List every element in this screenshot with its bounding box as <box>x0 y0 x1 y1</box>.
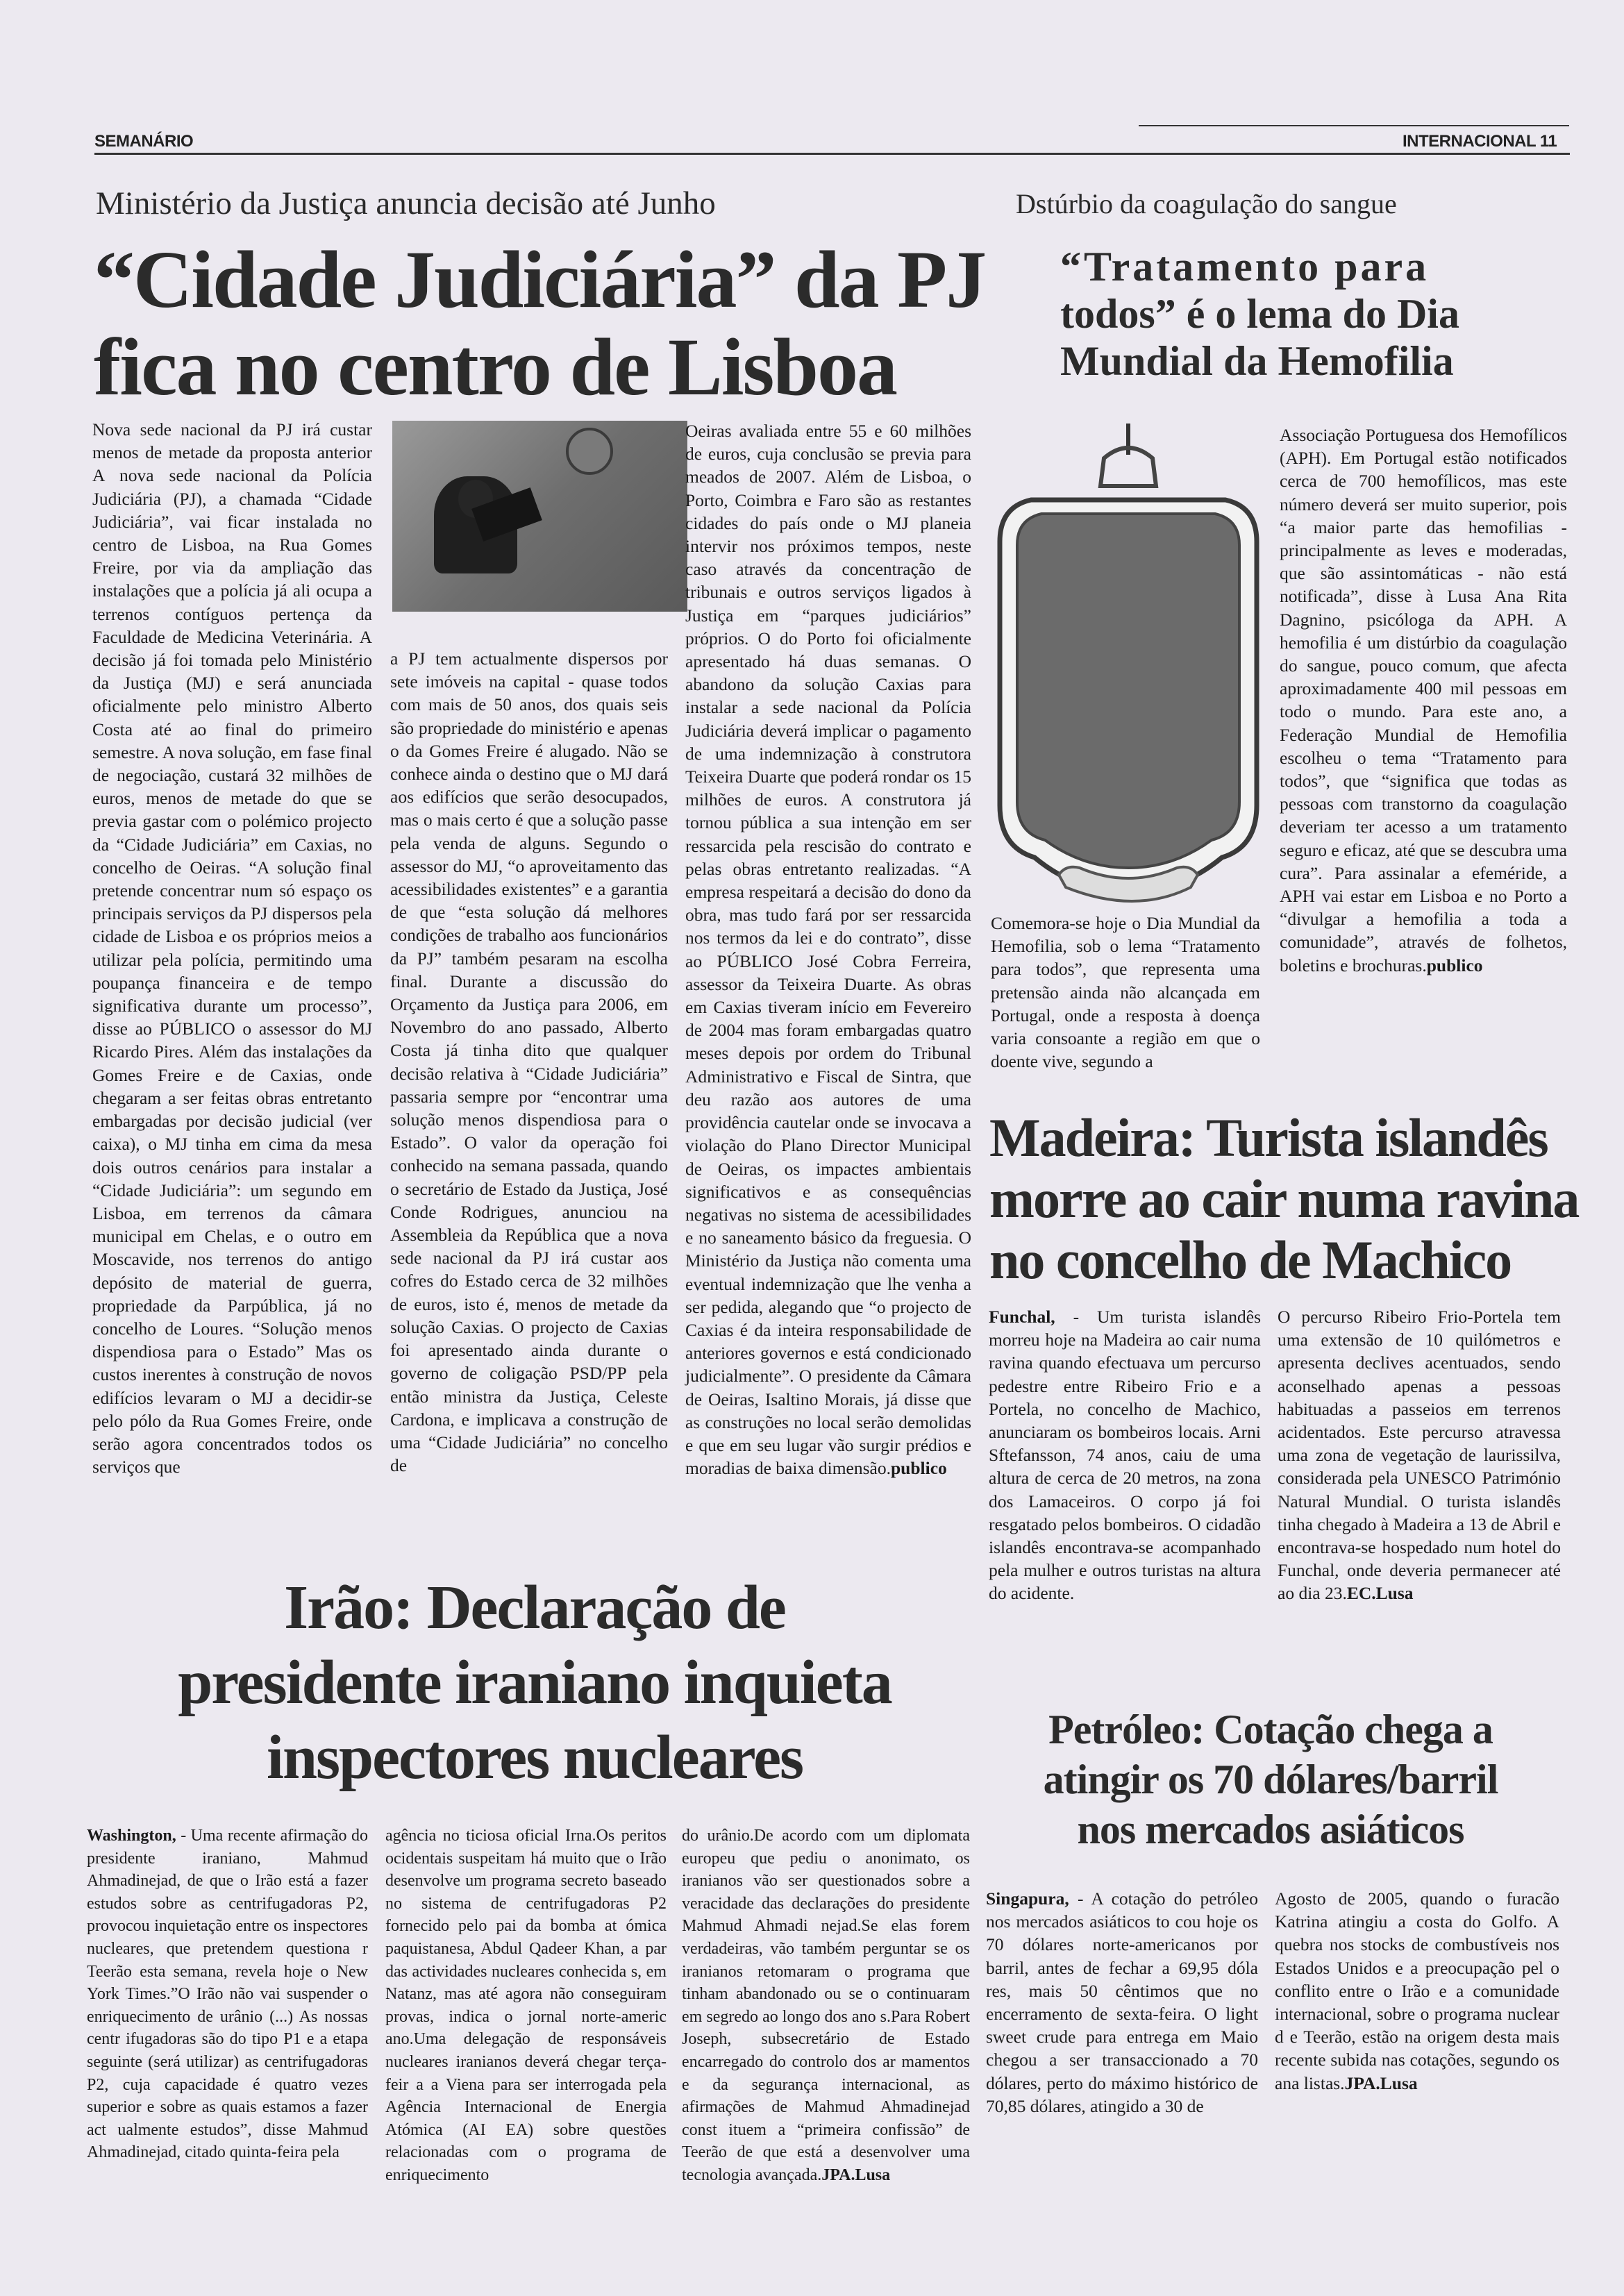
madeira-col2-text: O percurso Ribeiro Frio-Portela tem uma extensão de 10 quilómetros e apresenta declives acentuados, sendo aconselhado apenas a pessoas habituadas a passeios em terrenos acidentados. Este percurso atravessa uma zona de vegetação de laurissilva, considerada pela UNESCO Património Natural Mundial. O turista islandês tinha chegado à Madeira a 13 de Abril e encontrava-se hospedado num hotel do Funchal, onde deveria permanecer até ao dia 23. <box>1278 1307 1561 1604</box>
petroleo-column-1 <box>986 1887 1258 2220</box>
pj-column-2 <box>390 647 668 1557</box>
petroleo-col1-text: - A cotação do petróleo nos mercados asiáticos to cou hoje os 70 dólares norte-americanos por barril, antes de fechar a 69,95 dóla res, mais 50 cêntimos que no encerramento de sexta-feira. O light sweet crude para entrega em Maio chegou a ser transaccionado a 70 dólares, perto do máximo histórico de 70,85 dólares, atingido a 30 de <box>986 1888 1258 2116</box>
hemo-col2-text: Associação Portuguesa dos Hemofílicos (APH). Em Portugal estão notificados cerca de 700 hemofílicos, mas este número deverá ser muito superior, pois “a maior parte das hemofilias - principalmente as leves e moderadas, que são assintomáticas - não está notificada”, disse à Lusa Ana Rita Dagnino, psicóloga da APH. A hemofilia é um distúrbio da coagulação do sangue, pouco comum, que afecta aproximadamente 400 mil pessoas em todo o mundo. Para este ano, a Federação Mundial de Hemofilia escolheu o tema “Tratamento para todos”, que “significa que todas as pessoas com transtorno da coagulação deveriam ter acesso a um tratamento seguro e eficaz, até que se descubra uma cura”. Para assinalar a efeméride, a APH vai estar em Lisboa e no Porto a “divulgar a hemofilia a toda a comunidade”, através de folhetos, boletins e brochuras. <box>1280 425 1567 975</box>
petroleo-headline <box>986 1704 1555 1854</box>
irao-headline-line1: Irão: Declaração de <box>284 1573 785 1642</box>
emblem-icon <box>566 428 613 475</box>
irao-col2-text: agência no ticiosa oficial Irna.Os peritos ocidentais suspeitam há muito que o Irão desenvolve um programa secreto baseado no sistema de centrifugadoras P2 fornecido pelo pai da bomba at ómica paquistanesa, Abdul Qadeer Khan, a par das actividades nucleares conhecida s, em Natanz, mas até agora não conseguiram provas, indica o jornal norte-americ ano.Uma delegação de responsáveis nucleares iranianos deverá chegar terça-feir a a Viena para ser interrogada pela Agência Internacional de Energia Atómica (AI EA) sobre questões relacionadas com o programa de enriquecimento <box>385 1827 667 2184</box>
header-rule <box>94 153 1570 155</box>
madeira-col1-text: - Um turista islandês morreu hoje na Madeira ao cair numa ravina quando efectuava um percurso pedestre entre Ribeiro Frio e a Portela, no concelho de Machico, anunciaram os bombeiros locais. Arni Sftefansson, 74 anos, caiu de uma altura de cerca de 20 metros, na zona dos Lamaceiros. O corpo já foi resgatado pelos bombeiros. O cidadão islandês encontrava-se acompanhado pela mulher e outros turistas na altura do acidente. <box>989 1307 1261 1604</box>
irao-signature: JPA.Lusa <box>821 2165 891 2184</box>
pj-column-1 <box>92 418 372 1557</box>
hemo-column-2 <box>1280 424 1567 1104</box>
publication-name: SEMANÁRIO <box>94 132 194 151</box>
hemo-headline-line3: Mundial da Hemofilia <box>1060 338 1454 384</box>
petroleo-dateline: Singapura, <box>986 1888 1069 1909</box>
irao-column-1 <box>87 1825 368 2213</box>
blood-bag-illustration <box>989 424 1267 910</box>
petroleo-headline-line3: nos mercados asiáticos <box>1077 1807 1464 1852</box>
irao-col3-text: do urânio.De acordo com um diplomata europeu que pediu o anonimato, os iranianos vão ser questionados sobre a veracidade das declarações do presidente Mahmud Ahmadi nejad.Se elas forem verdadeiras, vão também perguntar se os iranianos retomaram o programa que tinham abandonado ou se o continuaram em segredo ao longo dos ano s.Para Robert Joseph, subsecretário de Estado encarregado do controlo dos ar mamentos e da segurança internacional, as afirmações de Mahmud Ahmadinejad const ituem a “primeira confissão” de Teerão de que está a desenvolver uma tecnologia avançada. <box>682 1827 970 2184</box>
irao-column-3 <box>682 1825 970 2213</box>
petroleo-signature: JPA.Lusa <box>1344 2072 1418 2093</box>
madeira-headline-line3: no concelho de Machico <box>989 1230 1512 1290</box>
pj-col2-text: a PJ tem actualmente dispersos por sete imóveis na capital - quase todos com mais de 50 anos, dos quais seis são propriedade do ministério e apenas o da Gomes Freire é alugado. Não se conhece ainda o destino que o MJ dará aos edifícios que serão desocupados, mas o mais certo é que a solução passe pela venda de alguns. Segundo o assessor do MJ, “o aproveitamento das acessibilidades existentes” e a garantia de que “esta solução dá melhores condições de trabalho aos funcionários da PJ” também pesaram na escolha final. Durante a discussão do Orçamento da Justiça para 2006, em Novembro do ano passado, Alberto Costa já tinha dito que qualquer decisão relativa à “Cidade Judiciária” passaria sempre por “encontrar uma solução menos dispendiosa para o Estado”. O valor da operação foi conhecido na semana passada, quando o secretário de Estado da Justiça, José Conde Rodrigues, anunciou na Assembleia da República que a nova sede nacional da PJ irá custar aos cofres do Estado cerca de 32 milhões de euros, isto é, menos de metade da solução Caxias. O projecto de Caxias foi apresentado ainda durante o governo de coligação PSD/PP pela então ministra da Justiça, Celeste Cardona, e implicava a construção de uma “Cidade Judiciária” no concelho de <box>390 648 668 1476</box>
irao-headline-line3: inspectores nucleares <box>266 1723 803 1792</box>
hemo-headline-line2: todos” é o lema do Dia <box>1060 291 1459 337</box>
pj-headline <box>94 236 1024 411</box>
madeira-headline-line1: Madeira: Turista islandês <box>989 1107 1548 1168</box>
section-page-number: INTERNACIONAL 11 <box>1403 132 1557 151</box>
hemo-col1-text: Comemora-se hoje o Dia Mundial da Hemofilia, sob o lema “Tratamento para todos”, que representa uma pretensão ainda não alcançada em Portugal, onde a resposta à doença varia consoante a região em que o doente vive, segundo a <box>991 913 1260 1072</box>
madeira-signature: EC.Lusa <box>1346 1583 1414 1604</box>
irao-headline <box>83 1570 986 1795</box>
pj-headline-line1: “Cidade Judiciária” da PJ <box>94 234 986 325</box>
pj-headline-line2: fica no centro de Lisboa <box>94 321 897 412</box>
petroleo-headline-line2: atingir os 70 dólares/barril <box>1043 1757 1498 1802</box>
hemo-signature: publico <box>1426 955 1483 975</box>
pj-kicker: Ministério da Justiça anuncia decisão até Junho <box>96 185 716 221</box>
madeira-headline <box>989 1107 1587 1291</box>
irao-column-2 <box>385 1825 667 2213</box>
irao-headline-line2: presidente iraniano inquieta <box>178 1648 891 1717</box>
pj-col1-text: Nova sede nacional da PJ irá custar menos de metade da proposta anterior A nova sede nacional da Polícia Judiciária (PJ), a chamada “Cidade Judiciária”, vai ficar instalada no centro de Lisboa, na Rua Gomes Freire, por via da ampliação das instalações que a polícia já ali ocupa a terrenos contíguos pertença da Faculdade de Medicina Veterinária. A decisão já foi tomada pelo Ministério da Justiça (MJ) e será anunciada oficialmente pelo ministro Alberto Costa até ao final do primeiro semestre. A nova solução, em fase final de negociação, custará 32 milhões de euros, menos de metade do que se previa gastar com o polémico projecto da “Cidade Judiciária” em Caxias, no concelho de Oeiras. “A solução final pretende concentrar num só espaço os principais serviços da PJ dispersos pela cidade de Lisboa e os próprios meios a utilizar pela polícia, permitindo uma poupança financeira e de tempo significativa durante um processo”, disse ao PÚBLICO o assessor do MJ Ricardo Pires. Além das instalações da Gomes Freire e de Caxias, onde chegaram a ser feitas obras entretanto embargadas por decisão judicial (ver caixa), o MJ tinha em cima da mesa dois outros cenários para instalar a “Cidade Judiciária”: um segundo em Lisboa, em terrenos da câmara municipal em Chelas, e o outro em Moscavide, nos terrenos do antigo depósito de material de guerra, propriedade da Parpública, já no concelho de Loures. “Solução menos dispendiosa para o Estado” Mas os custos inerentes à construção de novos edifícios levaram o MJ a decidir-se pelo pólo da Rua Gomes Freire, onde serão agora concentrados todos os serviços que <box>92 419 372 1477</box>
madeira-column-1 <box>989 1305 1261 1694</box>
pj-col3-text: Oeiras avaliada entre 55 e 60 milhões de euros, cuja conclusão se previa para meados de 2007. Além de Lisboa, o Porto, Coimbra e Faro são as restantes cidades do país onde o MJ planeia intervir nos próximos tempos, neste caso através da concentração de tribunais e outros serviços ligados à Justiça em “parques judiciários” próprios. O do Porto foi oficialmente apresentado há duas semanas. O abandono da solução Caxias para instalar a sede nacional da Polícia Judiciária deverá implicar o pagamento de uma indemnização à construtora Teixeira Duarte que poderá rondar os 15 milhões de euros. A construtora já tornou pública a sua intenção em ser ressarcida pela rescisão do contrato e pelas obras entretanto realizadas. “A empresa respeitará a decisão do dono da obra, mas tudo fará por ser ressarcida nos termos da lei e do contrato”, disse ao PÚBLICO José Cobra Ferreira, assessor da Teixeira Duarte. As obras em Caxias tiveram início em Fevereiro de 2004 mas foram embargadas quatro meses depois por ordem do Tribunal Administrativo e Fiscal de Sintra, que deu razão aos autores de uma providência cautelar onde se invocava a violação do Plano Director Municipal de Oeiras, os impactes ambientais significativos e as consequências negativas no sistema de acessibilidades e no saneamento básico da freguesia. O Ministério da Justiça não comenta uma eventual indemnização que lhe venha a ser pedida, alegando que “o projecto de Caxias é da inteira responsabilidade de anteriores governos e está condicionado judicialmente”. O presidente da Câmara de Oeiras, Isaltino Morais, já disse que as construções no local serão demolidas e que em seu lugar vão surgir prédios e moradias de baixa dimensão. <box>685 421 971 1479</box>
petroleo-column-2 <box>1275 1887 1559 2220</box>
irao-dateline: Washington, <box>87 1827 176 1845</box>
petroleo-col2-text: Agosto de 2005, quando o furacão Katrina atingiu a costa do Golfo. A quebra nos stocks de combustíveis nos Estados Unidos e a preocupação pel o conflito entre o Irão e a comunidade internacional, sobre o programa nuclear d e Teerão, estão na origem desta mais recente subida nas cotações, segundo os ana listas. <box>1275 1888 1559 2093</box>
madeira-dateline: Funchal, <box>989 1307 1055 1327</box>
header-top-rule <box>1139 125 1569 126</box>
madeira-headline-line2: morre ao cair numa ravina <box>989 1168 1579 1229</box>
madeira-column-2 <box>1278 1305 1561 1694</box>
hemo-headline <box>1060 243 1532 385</box>
hemo-column-1 <box>991 912 1260 1099</box>
pj-column-3 <box>685 419 971 1565</box>
petroleo-headline-line1: Petróleo: Cotação chega a <box>1048 1707 1493 1752</box>
hemo-kicker: Dstúrbio da coagulação do sangue <box>1016 188 1397 219</box>
pj-photo <box>392 421 687 612</box>
irao-col1-text: - Uma recente afirmação do presidente iraniano, Mahmud Ahmadinejad, de que o Irão está a fazer estudos sobre as centrifugadoras P2, provocou inquietação entre os inspectores nucleares, que pretendem questiona r Teerão esta semana, revela hoje o New York Times.”O Irão não vai suspender o enriquecimento de urânio (...) As nossas centr ifugadoras são do tipo P1 e a etapa seguinte (será utilizar) as centrifugadoras P2, cuja capacidade é quatro vezes superior e sobre as quais estamos a fazer act ualmente estudos”, disse Mahmud Ahmadinejad, citado quinta-feira pela <box>87 1827 368 2162</box>
hemo-headline-line1: “Tratamento para <box>1060 244 1430 290</box>
pj-signature: publico <box>891 1458 947 1479</box>
